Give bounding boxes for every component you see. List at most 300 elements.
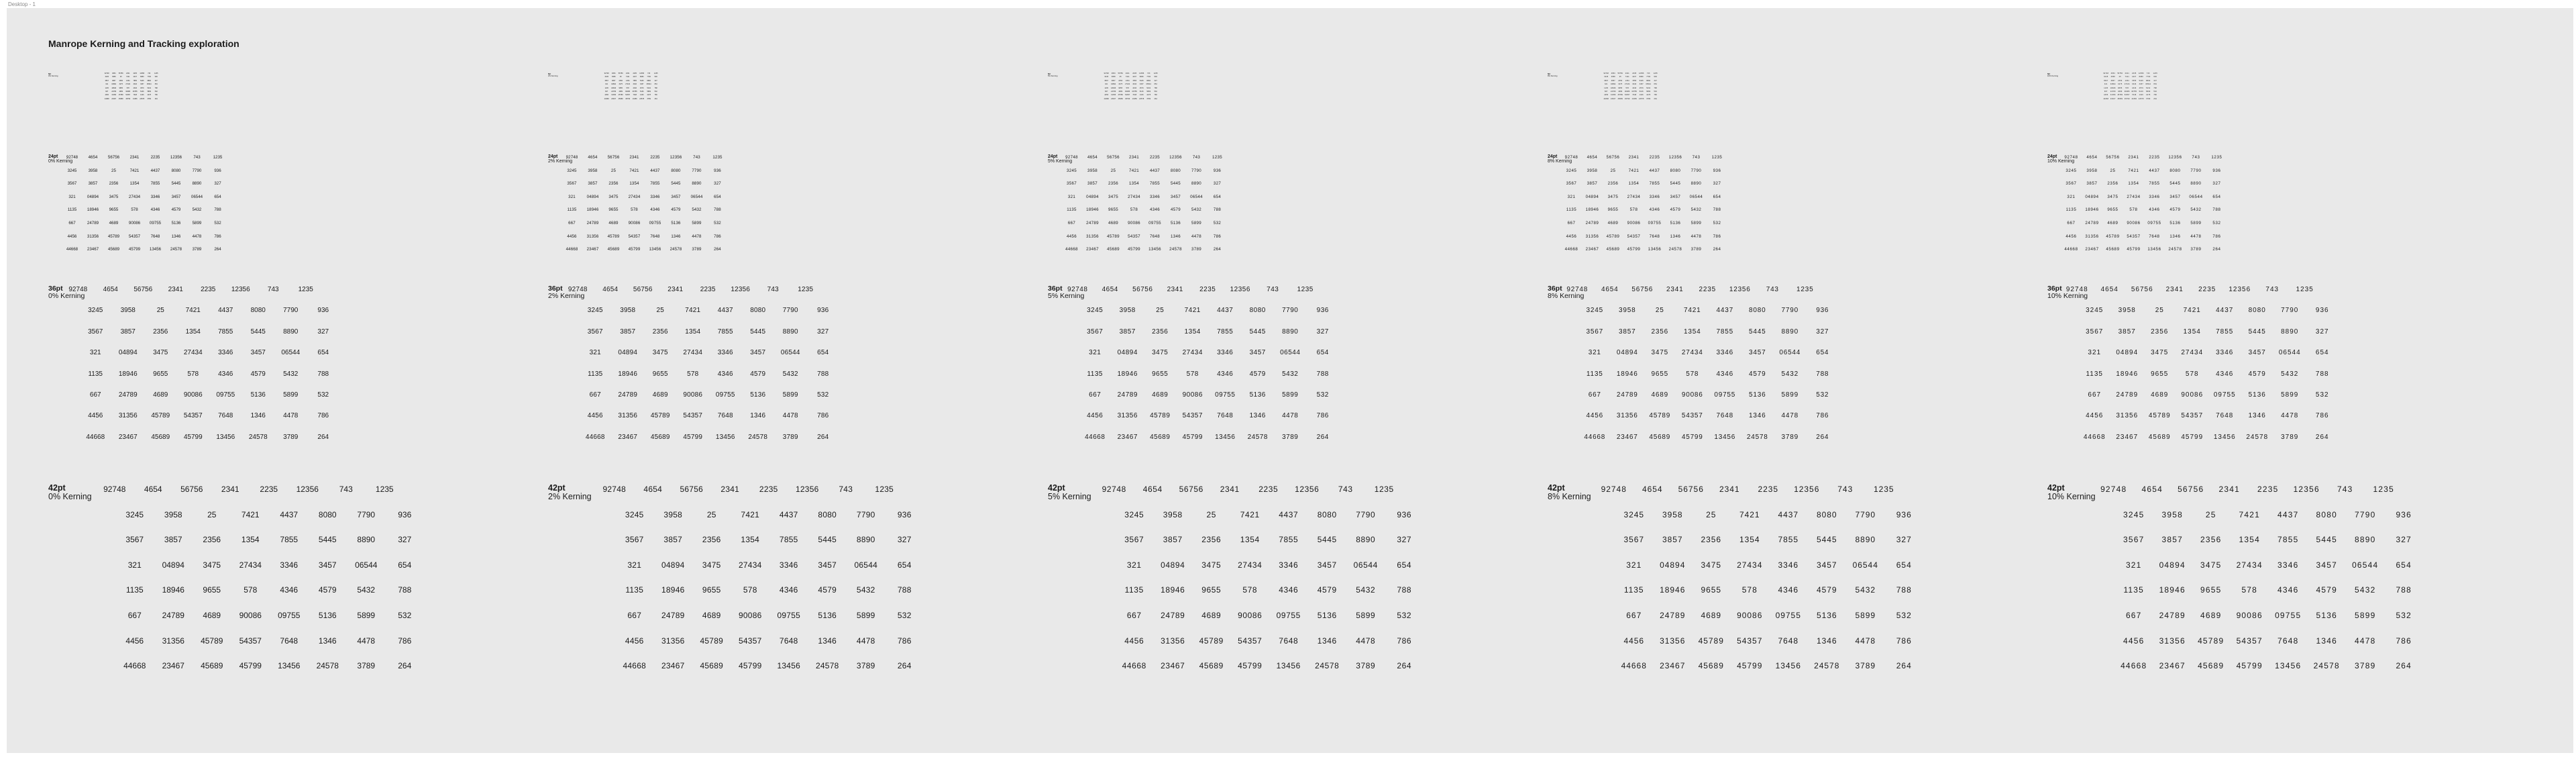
table-cell: 786 (2396, 636, 2412, 646)
kerning-label: 0% Kerning (48, 159, 73, 164)
table-cell: 45689 (700, 661, 724, 671)
table-cell: 786 (1213, 234, 1222, 239)
table-cell: 264 (2153, 97, 2157, 100)
table-cell: 45789 (700, 636, 724, 646)
table-cell: 936 (154, 76, 158, 79)
table-row (2094, 509, 2423, 535)
table-cell: 936 (1213, 168, 1222, 173)
table-cell: 04894 (87, 194, 99, 199)
table-cell: 3857 (164, 535, 182, 545)
table-cell: 90086 (2127, 220, 2141, 225)
table-cell: 31356 (2159, 636, 2186, 646)
table-cell: 578 (2185, 370, 2199, 378)
table-cell: 4346 (1217, 370, 1234, 378)
table-cell: 09755 (1648, 220, 1662, 225)
table-cell: 45799 (128, 247, 141, 252)
table-cell: 25 (1110, 168, 1116, 173)
table-cell: 4346 (133, 87, 137, 89)
table-cell: 06544 (1280, 349, 1301, 357)
table-cell: 24789 (1111, 90, 1116, 93)
table-cell: 04894 (586, 194, 599, 199)
table-cell: 7421 (185, 307, 201, 315)
table-cell: 92748 (1603, 72, 1609, 74)
table-cell: 04894 (1161, 560, 1185, 570)
table-cell: 31356 (1660, 636, 1686, 646)
table-cell: 13456 (649, 247, 661, 252)
table-cell: 3457 (140, 83, 144, 86)
table-cell: 54357 (2127, 234, 2141, 239)
frame-label: Desktop - 1 (8, 1, 36, 7)
table-cell: 532 (817, 391, 829, 399)
table-cell: 7855 (1632, 79, 1637, 82)
table-cell: 3857 (1619, 327, 1636, 336)
table-cell: 04894 (111, 83, 117, 86)
table-cell: 1235 (875, 485, 894, 494)
table-cell: 1346 (1670, 234, 1681, 239)
table-cell: 23467 (2110, 97, 2116, 100)
table-cell: 4654 (112, 72, 116, 74)
table-row (561, 433, 839, 454)
table-row (1595, 509, 1923, 535)
table-cell: 1354 (2125, 79, 2129, 82)
table-cell: 5136 (750, 391, 766, 399)
table-row (95, 534, 424, 560)
table-cell: 264 (817, 433, 829, 441)
variant-columns (7, 8, 2573, 753)
table-cell: 45689 (1649, 433, 1671, 441)
table-cell: 936 (1397, 509, 1412, 519)
table-cell: 578 (631, 207, 638, 213)
table-cell: 3457 (318, 560, 337, 570)
table-cell: 3346 (633, 83, 637, 86)
kerning-label: 0% Kerning (48, 492, 92, 502)
table-cell: 1235 (298, 286, 313, 293)
table-row (561, 411, 839, 432)
table-cell: 936 (1154, 76, 1157, 79)
table-cell: 18946 (618, 370, 638, 378)
table-cell: 654 (1896, 560, 1912, 570)
font-size-label: 36pt (2047, 285, 2062, 293)
table-cell: 7421 (625, 76, 630, 79)
table-cell: 44668 (2121, 661, 2147, 671)
table-cell: 45789 (1606, 234, 1620, 239)
table-cell: 25 (610, 168, 616, 173)
table-cell: 7855 (1649, 181, 1660, 187)
table-cell: 327 (1316, 327, 1329, 336)
table-cell: 09755 (1775, 610, 1801, 620)
table-cell: 92748 (568, 286, 588, 293)
table-cell: 27434 (2236, 560, 2263, 570)
table-cell: 7855 (650, 181, 660, 187)
table-cell: 13456 (1714, 433, 1736, 441)
table-cell: 532 (1816, 391, 1829, 399)
table-cell: 7790 (782, 307, 798, 315)
table-cell: 27434 (128, 194, 141, 199)
table-cell: 3857 (1611, 79, 1615, 82)
table-cell: 3958 (1587, 168, 1598, 173)
table-cell: 1235 (653, 72, 658, 74)
table-cell: 321 (89, 349, 101, 357)
table-cell: 3475 (2107, 194, 2118, 199)
table-cell: 4689 (119, 90, 123, 93)
table-cell: 12356 (731, 286, 751, 293)
table-row (1095, 560, 1424, 585)
table-cell: 56756 (1678, 485, 1704, 494)
table-cell: 9655 (1118, 87, 1123, 89)
table-cell: 56756 (2178, 485, 2204, 494)
table-cell: 3958 (1163, 509, 1183, 519)
table-cell: 2356 (608, 181, 619, 187)
table-cell: 4689 (1651, 391, 1668, 399)
table-cell: 1135 (588, 370, 603, 378)
table-cell: 1354 (1628, 181, 1640, 187)
table-cell: 788 (2315, 370, 2329, 378)
table-cell: 786 (1397, 636, 1412, 646)
table-cell: 3457 (2248, 349, 2266, 357)
table-cell: 788 (1816, 370, 1829, 378)
table-cell: 2356 (119, 79, 123, 82)
table-cell: 654 (1316, 349, 1329, 357)
table-cell: 1346 (2316, 636, 2337, 646)
table-row (62, 370, 339, 391)
table-cell: 56756 (633, 286, 653, 293)
table-row (1561, 207, 1727, 220)
table-cell: 7421 (685, 307, 701, 315)
table-cell: 4456 (1586, 412, 1603, 420)
table-cell: 2235 (1199, 286, 1216, 293)
table-cell: 45689 (618, 97, 623, 100)
table-cell: 743 (1646, 72, 1650, 74)
table-cell: 90086 (2236, 610, 2263, 620)
table-cell: 45789 (118, 94, 123, 97)
table-cell: 4579 (1170, 207, 1181, 213)
table-row (1561, 433, 1839, 454)
kerning-label: 2% Kerning (548, 292, 585, 301)
table-row (595, 610, 924, 636)
table-cell: 654 (1713, 194, 1721, 199)
table-cell: 7855 (1149, 181, 1160, 187)
table-cell: 23467 (661, 661, 685, 671)
table-cell: 8080 (750, 307, 766, 315)
table-cell: 18946 (586, 207, 599, 213)
table-cell: 44668 (1104, 97, 1109, 100)
table-cell: 936 (1316, 307, 1329, 315)
table-cell: 24578 (1746, 433, 1768, 441)
table-cell: 45689 (2117, 97, 2123, 100)
table-cell: 54357 (1238, 636, 1263, 646)
table-cell: 54357 (1128, 234, 1140, 239)
table-row (2094, 636, 2423, 661)
table-cell: 25 (1655, 307, 1664, 315)
table-row (1061, 220, 1228, 234)
table-cell: 936 (1816, 307, 1829, 315)
table-cell: 578 (1741, 585, 1758, 595)
table-cell: 45799 (1737, 661, 1763, 671)
number-table (1061, 285, 1339, 454)
table-cell: 3857 (1087, 181, 1097, 187)
table-cell: 27434 (683, 349, 703, 357)
specimen-label (2047, 73, 2058, 77)
table-cell: 7790 (647, 76, 651, 79)
table-cell: 3958 (1619, 307, 1636, 315)
table-cell: 25 (1206, 509, 1217, 519)
table-cell: 23467 (2159, 661, 2186, 671)
table-cell: 31356 (162, 636, 184, 646)
table-cell: 1346 (250, 412, 266, 420)
table-row (62, 411, 339, 432)
table-cell: 31356 (1161, 636, 1185, 646)
table-cell: 4689 (702, 610, 721, 620)
font-size-label: 36pt (48, 285, 63, 293)
variant-column (48, 8, 545, 753)
table-cell: 09755 (715, 391, 735, 399)
table-cell: 24789 (111, 90, 117, 93)
table-cell: 788 (1154, 87, 1157, 89)
table-cell: 1135 (2104, 87, 2108, 89)
table-cell: 743 (767, 286, 779, 293)
table-cell: 7421 (741, 509, 760, 519)
table-cell: 45799 (125, 97, 131, 100)
table-cell: 7421 (2183, 307, 2201, 315)
table-cell: 24789 (586, 220, 599, 225)
table-cell: 13456 (1215, 433, 1236, 441)
table-cell: 4456 (1104, 94, 1109, 97)
number-table (62, 154, 228, 260)
table-row (1561, 181, 1727, 194)
table-cell: 4579 (1249, 370, 1266, 378)
table-row (1595, 636, 1923, 661)
table-cell: 1135 (67, 207, 77, 213)
table-cell: 45789 (201, 636, 223, 646)
table-cell: 5136 (2139, 90, 2143, 93)
table-cell: 45689 (1617, 97, 1623, 100)
table-cell: 54357 (738, 636, 762, 646)
table-cell: 936 (2396, 509, 2412, 519)
table-cell: 4689 (1152, 391, 1169, 399)
table-cell: 743 (193, 155, 201, 160)
table-cell: 8890 (647, 79, 651, 82)
table-cell: 92748 (2103, 72, 2109, 74)
number-table (603, 72, 659, 101)
table-cell: 8890 (692, 181, 702, 187)
table-cell: 9655 (153, 370, 168, 378)
table-cell: 9655 (1651, 370, 1668, 378)
table-cell: 04894 (1660, 560, 1686, 570)
table-cell: 4456 (1604, 94, 1609, 97)
table-cell: 7648 (150, 234, 160, 239)
table-cell: 7648 (650, 234, 660, 239)
table-cell: 7421 (126, 76, 130, 79)
table-row (595, 534, 924, 560)
table-cell: 3245 (1586, 307, 1603, 315)
table-cell: 5899 (647, 90, 651, 93)
table-cell: 31356 (618, 412, 638, 420)
table-cell: 9655 (2118, 87, 2123, 89)
table-row (1061, 370, 1339, 391)
table-cell: 5432 (2146, 87, 2151, 89)
table-row (2061, 181, 2227, 194)
table-cell: 54357 (2236, 636, 2263, 646)
table-cell: 12356 (231, 286, 250, 293)
table-cell: 09755 (149, 220, 162, 225)
table-cell: 23467 (1610, 97, 1616, 100)
table-cell: 45799 (2124, 97, 2130, 100)
table-cell: 4579 (2316, 585, 2337, 595)
table-row (1061, 181, 1228, 194)
table-cell: 8080 (171, 168, 181, 173)
table-cell: 532 (317, 391, 329, 399)
table-cell: 31356 (1086, 234, 1099, 239)
table-row (62, 154, 228, 168)
table-cell: 4654 (643, 485, 663, 494)
table-cell: 45789 (2106, 234, 2120, 239)
table-cell: 7648 (1649, 234, 1660, 239)
table-cell: 1346 (1170, 234, 1181, 239)
table-cell: 3457 (1317, 560, 1337, 570)
table-cell: 8080 (1170, 168, 1181, 173)
table-cell: 532 (1896, 610, 1912, 620)
table-cell: 2356 (1618, 79, 1623, 82)
table-cell: 5136 (1749, 391, 1766, 399)
table-cell: 654 (1654, 83, 1658, 86)
table-cell: 2235 (1699, 286, 1716, 293)
table-row (62, 433, 339, 454)
table-cell: 45799 (239, 661, 262, 671)
table-cell: 4456 (2086, 412, 2104, 420)
table-cell: 09755 (278, 610, 301, 620)
table-cell: 9655 (1201, 585, 1222, 595)
table-cell: 44668 (123, 661, 146, 671)
table-cell: 45789 (2117, 94, 2123, 97)
table-cell: 7855 (1716, 327, 1733, 336)
table-cell: 743 (339, 485, 353, 494)
table-cell: 06544 (780, 349, 800, 357)
table-cell: 1346 (1639, 94, 1644, 97)
table-cell: 27434 (1737, 560, 1763, 570)
table-cell: 44668 (604, 97, 609, 100)
table-cell: 7648 (1132, 94, 1137, 97)
table-row (561, 285, 839, 306)
table-cell: 3958 (1119, 307, 1136, 315)
table-cell: 4437 (150, 168, 160, 173)
table-cell: 4437 (1649, 168, 1660, 173)
table-cell: 3245 (2086, 307, 2104, 315)
table-cell: 18946 (1660, 585, 1686, 595)
table-cell: 1135 (1566, 207, 1577, 213)
table-cell: 23467 (1585, 247, 1599, 252)
table-cell: 327 (214, 181, 221, 187)
table-cell: 1135 (1124, 585, 1144, 595)
table-cell: 23467 (586, 247, 599, 252)
table-cell: 1346 (1317, 636, 1337, 646)
table-cell: 3457 (818, 560, 837, 570)
table-cell: 24578 (748, 433, 768, 441)
table-cell: 788 (1316, 370, 1329, 378)
table-row (1095, 484, 1424, 509)
table-cell: 23467 (111, 97, 117, 100)
table-cell: 4654 (144, 485, 162, 494)
table-cell: 3475 (1607, 194, 1619, 199)
table-cell: 45789 (1698, 636, 1724, 646)
table-cell: 4579 (671, 207, 681, 213)
table-cell: 1354 (129, 181, 140, 187)
table-cell: 3475 (2151, 349, 2169, 357)
table-cell: 327 (2153, 79, 2157, 82)
table-cell: 4478 (283, 412, 299, 420)
table-cell: 5899 (2355, 610, 2376, 620)
table-cell: 13456 (1148, 247, 1161, 252)
table-cell: 3567 (1566, 181, 1577, 187)
table-cell: 3475 (1201, 560, 1222, 570)
table-cell: 4456 (88, 412, 103, 420)
table-row (62, 220, 228, 234)
table-cell: 9655 (1108, 207, 1118, 213)
table-cell: 667 (1089, 391, 1102, 399)
number-table (2102, 72, 2159, 101)
table-cell: 743 (839, 485, 853, 494)
table-cell: 92748 (1601, 485, 1627, 494)
table-cell: 1235 (2153, 72, 2157, 74)
table-cell: 54357 (183, 412, 203, 420)
table-row (1595, 534, 1923, 560)
table-cell: 23467 (1616, 433, 1638, 441)
specimen-label (48, 484, 92, 501)
table-cell: 9655 (109, 207, 119, 213)
table-cell: 1235 (1873, 485, 1894, 494)
table-cell: 09755 (1148, 220, 1161, 225)
table-cell: 09755 (1276, 610, 1301, 620)
table-cell: 18946 (1585, 207, 1599, 213)
table-cell: 8080 (2169, 168, 2181, 173)
table-row (1061, 306, 1339, 327)
table-cell: 7421 (2239, 509, 2260, 519)
table-cell: 44668 (623, 661, 647, 671)
table-cell: 9655 (608, 207, 619, 213)
table-cell: 2235 (1149, 155, 1160, 160)
table-cell: 3346 (1632, 83, 1637, 86)
table-cell: 45789 (618, 94, 623, 97)
table-cell: 2235 (2149, 155, 2160, 160)
table-cell: 3475 (1651, 349, 1668, 357)
table-cell: 264 (2396, 661, 2412, 671)
table-cell: 24578 (2138, 97, 2144, 100)
table-cell: 3346 (2277, 560, 2299, 570)
table-cell: 4346 (150, 207, 160, 213)
table-cell: 45799 (683, 433, 703, 441)
table-cell: 3567 (1623, 535, 1645, 545)
table-cell: 18946 (2116, 370, 2139, 378)
table-cell: 788 (817, 370, 829, 378)
table-cell: 4346 (1778, 585, 1799, 595)
table-cell: 4346 (1279, 585, 1299, 595)
table-cell: 1135 (88, 370, 103, 378)
table-cell: 9655 (1152, 370, 1169, 378)
table-cell: 3346 (2216, 349, 2234, 357)
table-cell: 1354 (625, 79, 630, 82)
table-cell: 667 (627, 610, 642, 620)
table-cell: 12356 (1668, 155, 1682, 160)
table-cell: 2356 (1701, 535, 1722, 545)
table-cell: 24789 (2085, 220, 2099, 225)
kerning-label: 5% Kerning (1048, 492, 1091, 502)
table-cell: 4689 (1701, 610, 1722, 620)
table-cell: 09755 (777, 610, 801, 620)
table-cell: 4478 (192, 234, 202, 239)
table-row (561, 181, 728, 194)
table-row (1061, 327, 1339, 348)
table-cell: 4478 (1781, 412, 1799, 420)
table-cell: 4346 (218, 370, 233, 378)
